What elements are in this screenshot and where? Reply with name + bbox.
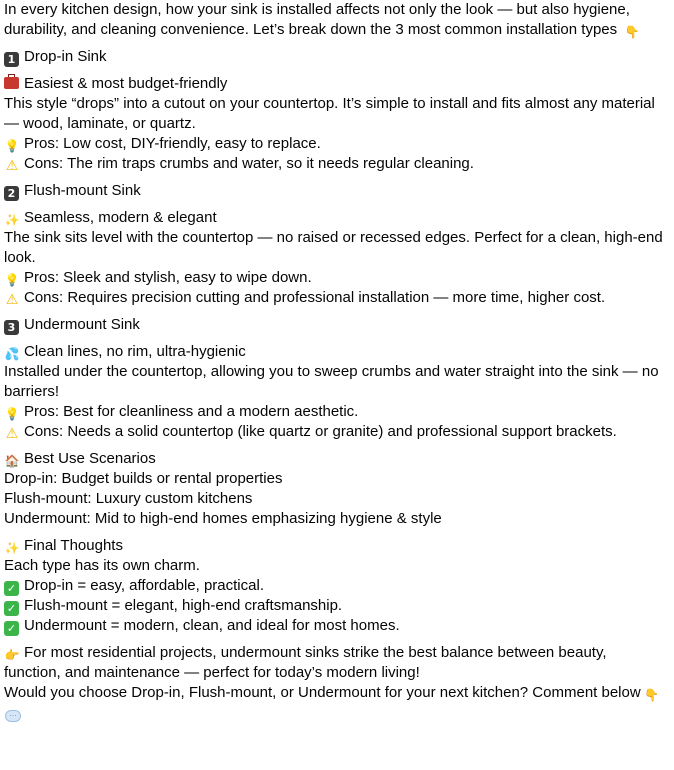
warning-icon: ⚠ (5, 426, 19, 442)
number-1-badge: 1 (4, 52, 19, 67)
section-1-description: This style “drops” into a cutout on your countertop. It’s simple to install and fits almost any material — wood, laminate, or quartz. (4, 95, 655, 132)
scenario-item: Undermount: Mid to high-end homes emphasizing hygiene & style (4, 510, 442, 527)
section-3-tagline (4, 342, 666, 362)
warning-icon: ⚠ (5, 292, 19, 308)
section-2-title: Flush-mount Sink (24, 182, 141, 199)
scenarios-heading (4, 449, 666, 469)
section-1-tagline (4, 74, 666, 94)
section-1-heading (4, 47, 666, 67)
final-item-text: Drop-in = easy, affordable, practical. (24, 577, 264, 594)
final-thoughts-item (4, 616, 666, 636)
lightbulb-icon: 💡 (4, 273, 20, 287)
check-mark-icon: ✓ (4, 601, 19, 616)
post-body (4, 0, 666, 723)
droplets-icon: 💦 (4, 347, 20, 361)
hand-point-down-icon: 👇 (644, 688, 660, 702)
section-2-tagline-text: Seamless, modern & elegant (24, 209, 217, 226)
house-icon: 🏠 (4, 454, 20, 468)
section-2-cons (4, 288, 666, 308)
section-3-cons-text: Cons: Needs a solid countertop (like quartz or granite) and professional support brackets. (24, 423, 617, 440)
warning-icon: ⚠ (5, 158, 19, 174)
question-paragraph (4, 683, 666, 723)
question-text: Would you choose Drop-in, Flush-mount, or Undermount for your next kitchen? Comment below (4, 684, 641, 701)
section-1-cons-text: Cons: The rim traps crumbs and water, so it needs regular cleaning. (24, 155, 474, 172)
section-2-pros-text: Pros: Sleek and stylish, easy to wipe down. (24, 269, 312, 286)
final-item-text: Undermount = modern, clean, and ideal for most homes. (24, 617, 400, 634)
sparkles-icon: ✨ (4, 213, 20, 227)
hand-point-down-icon: 👇 (624, 25, 640, 39)
final-thoughts-item (4, 576, 666, 596)
section-1-cons (4, 154, 666, 174)
section-3-description: Installed under the countertop, allowing you to sweep crumbs and water straight into the sink — no barriers! (4, 363, 659, 400)
section-3-tagline-text: Clean lines, no rim, ultra-hygienic (24, 343, 246, 360)
scenario-item: Drop-in: Budget builds or rental properties (4, 470, 283, 487)
section-2-heading (4, 181, 666, 201)
final-thoughts-item (4, 596, 666, 616)
closing-text: For most residential projects, undermount sinks strike the best balance between beauty, function, and maintenance — perfect for today’s modern living! (4, 644, 607, 681)
final-thoughts-heading (4, 536, 666, 556)
section-3-title: Undermount Sink (24, 316, 140, 333)
check-mark-icon: ✓ (4, 581, 19, 596)
final-thoughts-title: Final Thoughts (24, 537, 123, 554)
sparkles-icon: ✨ (4, 541, 20, 555)
section-2-tagline (4, 208, 666, 228)
section-3-heading (4, 315, 666, 335)
section-2-cons-text: Cons: Requires precision cutting and professional installation — more time, higher cost. (24, 289, 606, 306)
toolbox-icon (4, 77, 19, 89)
intro-paragraph (4, 0, 666, 40)
intro-text: In every kitchen design, how your sink is installed affects not only the look — but also hygiene, durability, and cleaning convenience. Let’s break down the 3 most common installation types (4, 1, 630, 38)
section-3-pros (4, 402, 666, 422)
section-3-pros-text: Pros: Best for cleanliness and a modern aesthetic. (24, 403, 359, 420)
final-item-text: Flush-mount = elegant, high-end craftsmanship. (24, 597, 343, 614)
scenarios-title: Best Use Scenarios (24, 450, 156, 467)
section-2-pros (4, 268, 666, 288)
closing-paragraph (4, 643, 666, 683)
scenario-item: Flush-mount: Luxury custom kitchens (4, 490, 253, 507)
section-1-pros (4, 134, 666, 154)
section-1-pros-text: Pros: Low cost, DIY-friendly, easy to replace. (24, 135, 321, 152)
number-3-badge: 3 (4, 320, 19, 335)
number-2-badge: 2 (4, 186, 19, 201)
final-thoughts-lead: Each type has its own charm. (4, 557, 200, 574)
check-mark-icon: ✓ (4, 621, 19, 636)
speech-bubble-icon: ··· (5, 710, 21, 722)
lightbulb-icon: 💡 (4, 139, 20, 153)
hand-point-right-icon: 👉 (4, 648, 20, 662)
section-2-description: The sink sits level with the countertop — no raised or recessed edges. Perfect for a clean, high-end look. (4, 229, 663, 266)
lightbulb-icon: 💡 (4, 407, 20, 421)
section-1-title: Drop-in Sink (24, 48, 107, 65)
section-3-cons (4, 422, 666, 442)
section-1-tagline-text: Easiest & most budget-friendly (24, 75, 228, 92)
